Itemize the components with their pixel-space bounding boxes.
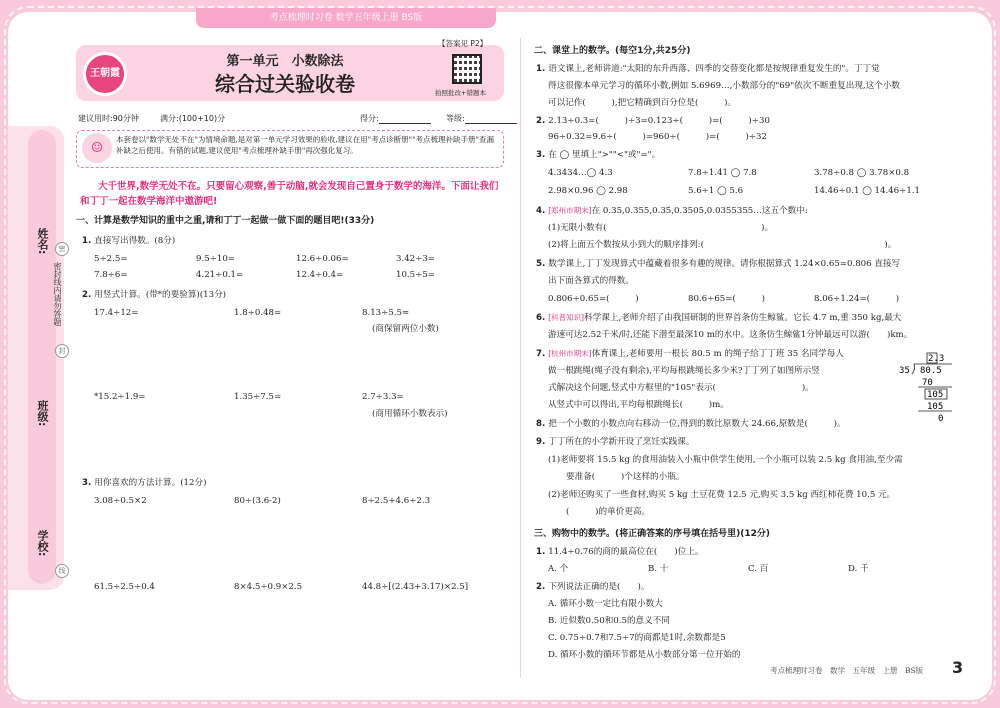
section-1-heading: 一、计算是数学知识的重中之重,请和丁丁一起做一做下面的题目吧!(33分): [76, 216, 375, 226]
q3-item[interactable]: 8÷2.5+4.6÷2.3: [362, 496, 431, 506]
seal-mark-1: 密: [55, 242, 69, 256]
q3-item[interactable]: 8×4.5÷0.9×2.5: [234, 582, 303, 592]
answer-reference: 【答案见 P2】: [438, 39, 488, 48]
r5-item[interactable]: 80.6÷65=( ): [688, 294, 765, 304]
r9-line: (1)老师要将 15.5 kg 的食用油装入小瓶中供学生使用,一个小瓶可以装 2.5 kg 食用油,至少需: [548, 455, 903, 465]
r6-line: 6. [科普知识]科学课上,老师介绍了由我国研制的世界首条仿生鲸鲨。它长 4.7 m,重 350 kg,最大: [536, 313, 902, 323]
q2-note: (商保留两位小数): [372, 324, 439, 334]
q1-item[interactable]: 12.4÷0.4=: [296, 270, 344, 280]
unit-title: 第一单元 小数除法: [226, 54, 344, 69]
seal-mark-3: 线: [55, 564, 69, 578]
r3-item[interactable]: 7.8÷1.41 ◯ 7.8: [688, 168, 757, 178]
q1-item[interactable]: 3.42÷3=: [396, 254, 436, 264]
score-field[interactable]: [360, 113, 431, 124]
s1-option[interactable]: C. 百: [748, 564, 769, 574]
q1-item[interactable]: 12.6÷0.06=: [296, 254, 349, 264]
r9-line[interactable]: 要准备( )个这样的小瓶。: [566, 472, 685, 482]
ld-quotient: 2.3: [928, 354, 945, 364]
r1-line[interactable]: 可以记作( ),把它精确到百分位是( )。: [548, 98, 737, 108]
s2-option[interactable]: A. 循环小数一定比有限小数大: [548, 599, 663, 609]
s2-option[interactable]: C. 0.75÷0.7和7.5÷7的商都是1时,余数都是5: [548, 633, 726, 643]
q2-note: (商用循环小数表示): [372, 409, 448, 419]
q3-item[interactable]: 3.08÷0.5×2: [94, 496, 147, 506]
q2-item[interactable]: *15.2÷1.9=: [94, 392, 146, 402]
ld-remainder: 0: [938, 414, 944, 424]
r3-item[interactable]: 5.6÷1 ◯ 5.6: [688, 186, 744, 196]
brand-logo: 王朝霞: [83, 52, 127, 96]
s1-option[interactable]: B. 十: [648, 564, 669, 574]
grade-field[interactable]: [446, 113, 517, 124]
r1-line: 得这很像本单元学习的循环小数,例如 5.6969…,小数部分的"69"依次不断重复出现,这个小数: [548, 81, 901, 91]
class-label: 班级:: [36, 400, 49, 427]
ld-line1: 70: [922, 378, 933, 388]
page-number: 3: [952, 658, 964, 677]
school-label: 学校:: [36, 530, 49, 557]
ld-line2: 105: [927, 390, 944, 400]
time-label: 建议用时:90分钟: [78, 114, 139, 123]
decorative-border: [4, 6, 996, 704]
s2-option[interactable]: D. 循环小数的循环节都是从小数部分第一位开始的: [548, 650, 741, 660]
left-column: [76, 216, 516, 227]
intro-note: 本套卷以"数学无处不在"为情境命题,是对第一单元学习效果的验收,建议在用"考点诊断册""考点梳理补缺手册"查漏补缺之后使用。有错的试题,建议使用"考点梳理补缺手册"再次强化复习。: [116, 135, 494, 155]
s1-option[interactable]: D. 千: [848, 564, 869, 574]
q1-item[interactable]: 5÷2.5=: [94, 254, 128, 264]
q3-item[interactable]: 61.5÷2.5÷0.4: [94, 582, 155, 592]
r9-line[interactable]: ( )的单价更高。: [566, 507, 651, 517]
q1-item[interactable]: 10.5÷5=: [396, 270, 436, 280]
r5-item[interactable]: 0.806÷0.65=( ): [548, 294, 639, 304]
r8-line[interactable]: 8. 把一个小数的小数点向右移动一位,得到的数比原数大 24.66,原数是( )。: [536, 419, 846, 429]
section-3-heading: 三、购物中的数学。(将正确答案的序号填在括号里)(12分): [534, 529, 770, 539]
q2-heading: 2. 用竖式计算。(带*的要验算)(13分): [82, 290, 227, 300]
girl-avatar-icon: ☺: [82, 133, 112, 163]
qr-label: 拍照批改+错题本: [435, 89, 486, 97]
r6-line[interactable]: 游速可达2.52千米/时,还能下潜至最深10 m的水中。这条仿生鲸鲨1分钟最远可以游( )km。: [548, 330, 913, 340]
q3-item[interactable]: 44.8÷[(2.43+3.17)×2.5]: [362, 582, 469, 592]
q1-item[interactable]: 9.5÷10=: [196, 254, 236, 264]
r5-line: 出下面各算式的得数。: [548, 276, 634, 286]
r7-line: 做一根跳绳(绳子没有剩余),平均每根跳绳长多少米?丁丁列了如图所示竖: [548, 366, 820, 376]
top-tab: 考点梳理时习卷 数学五年级上册 BS版: [196, 8, 496, 28]
q2-item[interactable]: 1.35÷7.5=: [234, 392, 282, 402]
r5-line: 5. 数学课上,丁丁发现算式中蕴藏着很多有趣的规律。请你根据算式 1.24×0.65=0.806 直接写: [536, 259, 901, 269]
r7-line: 7. [杭州市期末]体育课上,老师要用一根长 80.5 m 的绳子给丁丁班 35 名同学每人: [536, 349, 844, 359]
q2-item[interactable]: 8.13÷5.5≈: [362, 308, 410, 318]
s1-line[interactable]: 1. 11.4÷0.76的商的最高位在( )位上。: [536, 547, 704, 557]
binding-strip-inner: [28, 130, 56, 584]
seal-warning: 密封线内请勿答题: [53, 262, 62, 326]
grade-label: 等级:: [446, 114, 465, 123]
q1-item[interactable]: 4.21÷0.1=: [196, 270, 244, 280]
r4-heading: 4. [郑州市期末]在 0.35,0.355,0.35̇,0.3505,0.0355355…这五个数中:: [536, 206, 808, 216]
q3-item[interactable]: 80÷(3.6-2): [234, 496, 281, 506]
score-total: 满分:(100+10)分: [160, 114, 226, 123]
ld-line3: 105: [927, 402, 944, 412]
s1-option[interactable]: A. 个: [548, 564, 569, 574]
r1-line: 1. 语文课上,老师讲道:"太阳的东升西落、四季的交替变化都是按规律重复发生的"。丁丁觉: [536, 64, 880, 74]
r3-item[interactable]: 2.98×0.96 ◯ 2.98: [548, 186, 628, 196]
r3-item[interactable]: 4.3434…◯ 4.3: [548, 168, 613, 178]
r3-item[interactable]: 14.46÷0.1 ◯ 14.46÷1.1: [814, 186, 921, 196]
qr-code-icon[interactable]: [452, 54, 482, 84]
q3-heading: 3. 用你喜欢的方法计算。(12分): [82, 478, 207, 488]
slogan: 大千世界,数学无处不在。只要留心观察,善于动脑,就会发现自己置身于数学的海洋。下面让我们和丁丁一起在数学海洋中遨游吧!: [80, 181, 499, 207]
r5-item[interactable]: 8.06÷1.24=( ): [814, 294, 900, 304]
r3-heading: 3. 在 ◯ 里填上">""<"或"="。: [536, 150, 661, 160]
ld-dividend: 80.5: [920, 366, 942, 376]
ld-divisor: 35: [899, 366, 910, 376]
s2-option[interactable]: B. 近似数0.50和0.5的意义不同: [548, 616, 670, 626]
name-label: 姓名:: [36, 228, 49, 255]
long-division-figure: [898, 352, 956, 432]
s2-line[interactable]: 2. 下列说法正确的是( )。: [536, 582, 650, 592]
r9-line: (2)老师还购买了一些食材,购买 5 kg 土豆花费 12.5 元,购买 3.5 kg 西红柿花费 10.5 元。: [548, 490, 896, 500]
q2-item[interactable]: 17.4÷12=: [94, 308, 139, 318]
seal-mark-2: 封: [55, 344, 69, 358]
section-2-heading: 二、课堂上的数学。(每空1分,共25分): [534, 46, 691, 56]
r9-heading: 9. 丁丁所在的小学新开设了烹饪实践课。: [536, 437, 695, 447]
r4-line[interactable]: (2)将上面五个数按从小到大的顺序排列:( )。: [548, 240, 897, 250]
q2-item[interactable]: 2.7÷3.3=: [362, 392, 404, 402]
score-label: 得分:: [360, 114, 379, 123]
r2-line[interactable]: 96÷0.32=9.6÷( )=960÷( )=( )÷32: [548, 132, 767, 142]
column-divider: [520, 38, 521, 678]
r7-line[interactable]: 从竖式中可以得出,平均每根跳绳长( )m。: [548, 400, 729, 410]
page-title: 综合过关验收卷: [215, 72, 355, 96]
r4-line[interactable]: (1)无限小数有( )。: [548, 223, 774, 233]
page-footer: 考点梳理时习卷 数学 五年级 上册 BS版: [770, 666, 924, 675]
q2-item[interactable]: 1.8÷0.48=: [234, 308, 282, 318]
r2-line[interactable]: 2. 2.13÷0.3=( )÷3=0.123÷( )=( )÷30: [536, 116, 770, 126]
q1-heading: 1. 直接写出得数。(8分): [82, 236, 176, 246]
r7-line[interactable]: 式解决这个问题,竖式中方框里的"105"表示( )。: [548, 383, 814, 393]
r3-item[interactable]: 3.78÷0.8 ◯ 3.78×0.8: [814, 168, 910, 178]
q1-item[interactable]: 7.8÷6=: [94, 270, 128, 280]
